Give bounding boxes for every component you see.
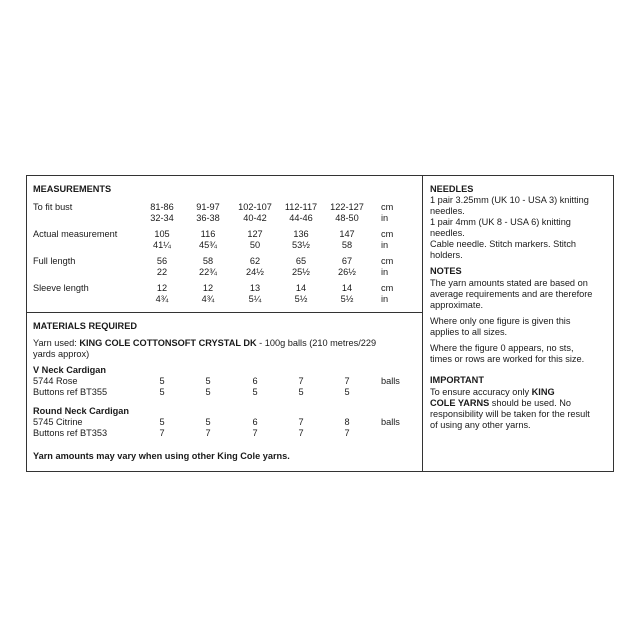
measurement-value: 62 xyxy=(249,256,261,266)
material-label: Buttons ref BT353 xyxy=(33,427,108,438)
notes-heading: NOTES xyxy=(430,266,462,276)
measurement-value: 22 xyxy=(156,266,168,277)
pattern-info-sheet xyxy=(26,175,614,472)
needles-line: Cable needle. Stitch markers. Stitch xyxy=(430,239,577,249)
measurement-value: 32-34 xyxy=(150,212,174,223)
measurement-value: 102-107 xyxy=(238,202,272,212)
notes-line: approximate. xyxy=(430,300,484,310)
measurement-value: 147 xyxy=(339,229,355,239)
measurements-heading: MEASUREMENTS xyxy=(33,184,112,194)
measurement-value: 5¼ xyxy=(248,293,262,304)
measurement-value: 58 xyxy=(202,256,214,266)
material-value: 7 xyxy=(159,427,165,438)
material-value: 8 xyxy=(344,417,350,427)
measurement-value: 112-117 xyxy=(284,202,318,212)
material-unit: balls xyxy=(381,376,400,386)
measurement-label: To fit bust xyxy=(33,202,73,212)
needles-line: 1 pair 3.25mm (UK 10 - USA 3) knitting xyxy=(430,195,589,205)
measurement-value: 136 xyxy=(293,229,309,239)
measurement-value: 48-50 xyxy=(335,212,359,223)
measurement-label: Actual measurement xyxy=(33,229,118,239)
material-value: 5 xyxy=(205,376,211,386)
measurement-value: 67 xyxy=(341,256,353,266)
notes-line: The yarn amounts stated are based on xyxy=(430,278,588,288)
measurement-label: Full length xyxy=(33,256,76,266)
measurement-value: 56 xyxy=(156,256,168,266)
material-value: 5 xyxy=(159,386,165,397)
important-heading: IMPORTANT xyxy=(430,375,484,385)
important-line: of using any other yarns. xyxy=(430,420,531,430)
measurement-value: 40-42 xyxy=(243,212,267,223)
cardigan-title: Round Neck Cardigan xyxy=(33,406,129,416)
material-value: 5 xyxy=(159,376,165,386)
measurement-unit: cm xyxy=(381,229,394,239)
measurement-value: 22¾ xyxy=(199,266,217,277)
measurement-value: 58 xyxy=(341,239,353,250)
material-value: 7 xyxy=(298,417,304,427)
material-value: 5 xyxy=(205,386,211,397)
notes-line: average requirements and are therefore xyxy=(430,289,593,299)
material-value: 5 xyxy=(298,386,304,397)
measurement-value: 13 xyxy=(249,283,261,293)
material-value: 5 xyxy=(252,386,258,397)
measurement-value: 36-38 xyxy=(196,212,220,223)
material-value: 6 xyxy=(252,376,258,386)
material-value: 7 xyxy=(298,376,304,386)
measurement-value: 4¾ xyxy=(155,293,169,304)
material-value: 7 xyxy=(252,427,258,438)
measurement-value: 50 xyxy=(249,239,261,250)
measurement-unit: in xyxy=(381,293,389,304)
material-value: 5 xyxy=(159,417,165,427)
material-value: 7 xyxy=(205,427,211,438)
yarn-name: KING COLE COTTONSOFT CRYSTAL DK xyxy=(79,338,257,348)
material-value: 7 xyxy=(344,427,350,438)
cardigan-title: V Neck Cardigan xyxy=(33,365,107,375)
measurement-value: 44-46 xyxy=(289,212,313,223)
measurement-value: 122-127 xyxy=(330,202,364,212)
measurement-value: 4¾ xyxy=(201,293,215,304)
measurement-unit: cm xyxy=(381,202,394,212)
material-label: Buttons ref BT355 xyxy=(33,386,108,397)
needles-heading: NEEDLES xyxy=(430,184,474,194)
measurement-value: 116 xyxy=(200,229,216,239)
material-value: 5 xyxy=(344,386,350,397)
material-value: 7 xyxy=(298,427,304,438)
measurement-value: 53½ xyxy=(292,239,310,250)
measurement-value: 14 xyxy=(295,283,307,293)
measurement-value: 65 xyxy=(295,256,307,266)
measurement-value: 12 xyxy=(202,283,214,293)
material-value: 5 xyxy=(205,417,211,427)
section-divider xyxy=(27,312,422,313)
materials-heading: MATERIALS REQUIRED xyxy=(33,321,137,331)
measurement-value: 5½ xyxy=(294,293,308,304)
material-value: 7 xyxy=(344,376,350,386)
measurement-value: 14 xyxy=(341,283,353,293)
measurement-value: 41¼ xyxy=(153,239,171,250)
column-divider xyxy=(422,176,423,471)
materials-footer: Yarn amounts may vary when using other King Cole yarns. xyxy=(33,451,290,461)
measurement-value: 24½ xyxy=(246,266,264,277)
measurement-value: 81-86 xyxy=(150,202,174,212)
measurement-value: 45¾ xyxy=(199,239,217,250)
measurement-unit: cm xyxy=(381,283,394,293)
notes-line: Where only one figure is given this xyxy=(430,316,571,326)
material-label: 5744 Rose xyxy=(33,376,78,386)
yarn-used-line-2: yards approx) xyxy=(33,349,90,359)
measurement-unit: in xyxy=(381,212,389,223)
yarn-used-line: Yarn used: KING COLE COTTONSOFT CRYSTAL DK - 100g balls (210 metres/229 xyxy=(33,338,377,348)
needles-line: 1 pair 4mm (UK 8 - USA 6) knitting xyxy=(430,217,571,227)
measurement-value: 127 xyxy=(247,229,263,239)
measurement-value: 91-97 xyxy=(196,202,220,212)
important-line: COLE YARNS should be used. No xyxy=(430,398,571,408)
measurement-value: 25½ xyxy=(292,266,310,277)
needles-line: needles. xyxy=(430,228,465,238)
material-value: 6 xyxy=(252,417,258,427)
measurement-label: Sleeve length xyxy=(33,283,89,293)
measurement-unit: in xyxy=(381,239,389,250)
measurement-value: 5½ xyxy=(340,293,354,304)
measurement-unit: in xyxy=(381,266,389,277)
measurement-value: 105 xyxy=(154,229,170,239)
notes-line: applies to all sizes. xyxy=(430,327,508,337)
notes-line: times or rows are worked for this size. xyxy=(430,354,585,364)
important-line: responsibility will be taken for the result xyxy=(430,409,590,419)
material-label: 5745 Citrine xyxy=(33,417,83,427)
measurement-value: 26½ xyxy=(338,266,356,277)
material-unit: balls xyxy=(381,417,400,427)
important-line: To ensure accuracy only KING xyxy=(430,387,555,397)
needles-line: holders. xyxy=(430,250,463,260)
needles-line: needles. xyxy=(430,206,465,216)
measurement-value: 12 xyxy=(156,283,168,293)
measurement-unit: cm xyxy=(381,256,394,266)
notes-line: Where the figure 0 appears, no sts, xyxy=(430,343,574,353)
